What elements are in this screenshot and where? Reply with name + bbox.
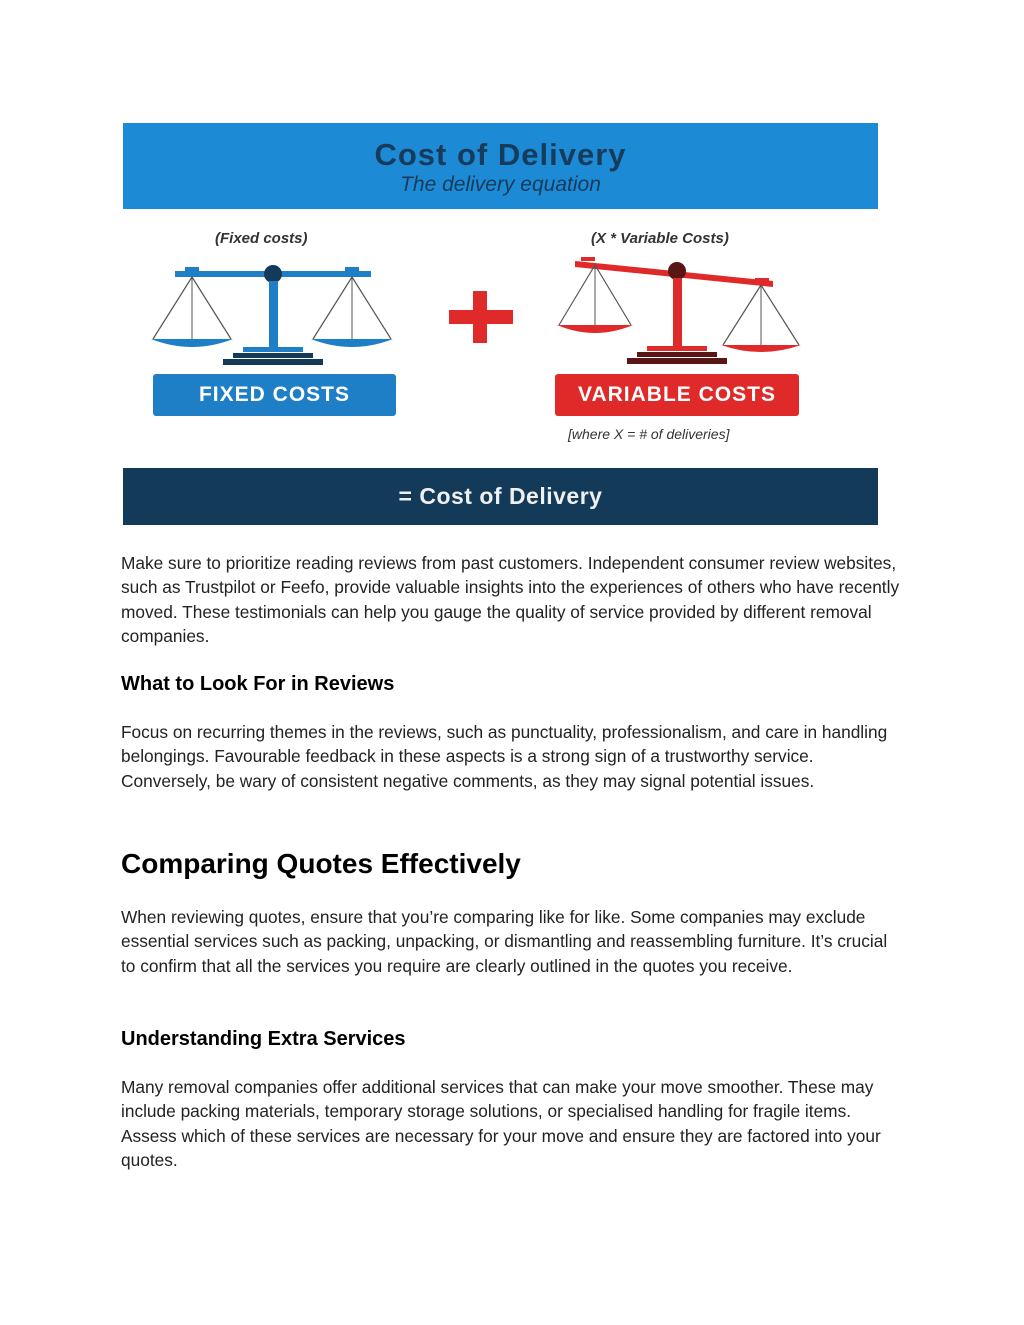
body-text: Many removal companies offer additional services that can make your move smoother. These may include packing materials, temporary storage solutions, or specialised handling for fragile items. Assess which of these services are necessary for your move and ensure they are factored into your quotes. bbox=[121, 1077, 881, 1171]
paragraph-comparing-quotes bbox=[121, 905, 901, 978]
tilted-scale-icon bbox=[551, 251, 811, 371]
heading-extra-services: Understanding Extra Services bbox=[121, 1028, 406, 1050]
paragraph-reviews-intro bbox=[121, 551, 901, 649]
heading-what-to-look-for: What to Look For in Reviews bbox=[121, 673, 395, 695]
section-heading bbox=[121, 848, 901, 880]
section-heading bbox=[121, 1028, 901, 1051]
variable-costs-caption: (X * Variable Costs) bbox=[591, 230, 729, 247]
infographic-subtitle: The delivery equation bbox=[400, 173, 601, 196]
section-heading bbox=[121, 673, 901, 696]
fixed-costs-caption: (Fixed costs) bbox=[215, 230, 308, 247]
infographic-title: Cost of Delivery bbox=[374, 137, 627, 172]
variable-costs-label: VARIABLE COSTS bbox=[555, 374, 799, 416]
paragraph-review-themes bbox=[121, 720, 901, 793]
fixed-costs-label: FIXED COSTS bbox=[153, 374, 396, 416]
infographic-header bbox=[123, 123, 878, 209]
body-text: When reviewing quotes, ensure that you’re comparing like for like. Some companies may exclude essential services such as packing, unpacking, or dismantling and reassembling furniture. It’s crucial to confirm that all the services you require are clearly outlined in the quotes you receive. bbox=[121, 907, 888, 976]
body-text: Focus on recurring themes in the reviews, such as punctuality, professionalism, and care in handling belongings. Favourable feedback in these aspects is a strong sign of a trustworthy service. Conversely, be wary of consistent negative comments, as they may signal potential issues. bbox=[121, 722, 888, 791]
deliveries-note: [where X = # of deliveries] bbox=[568, 426, 730, 442]
plus-icon bbox=[449, 291, 513, 343]
heading-comparing-quotes: Comparing Quotes Effectively bbox=[121, 848, 521, 879]
paragraph-extra-services bbox=[121, 1075, 901, 1173]
balanced-scale-icon bbox=[147, 261, 407, 371]
body-text: Make sure to prioritize reading reviews from past customers. Independent consumer review websites, such as Trustpilot or Feefo, provide valuable insights into the experiences of others who have recently moved. These testimonials can help you gauge the quality of service provided by different removal companies. bbox=[121, 553, 900, 647]
cost-of-delivery-infographic bbox=[123, 123, 878, 525]
infographic-footer: = Cost of Delivery bbox=[123, 468, 878, 525]
